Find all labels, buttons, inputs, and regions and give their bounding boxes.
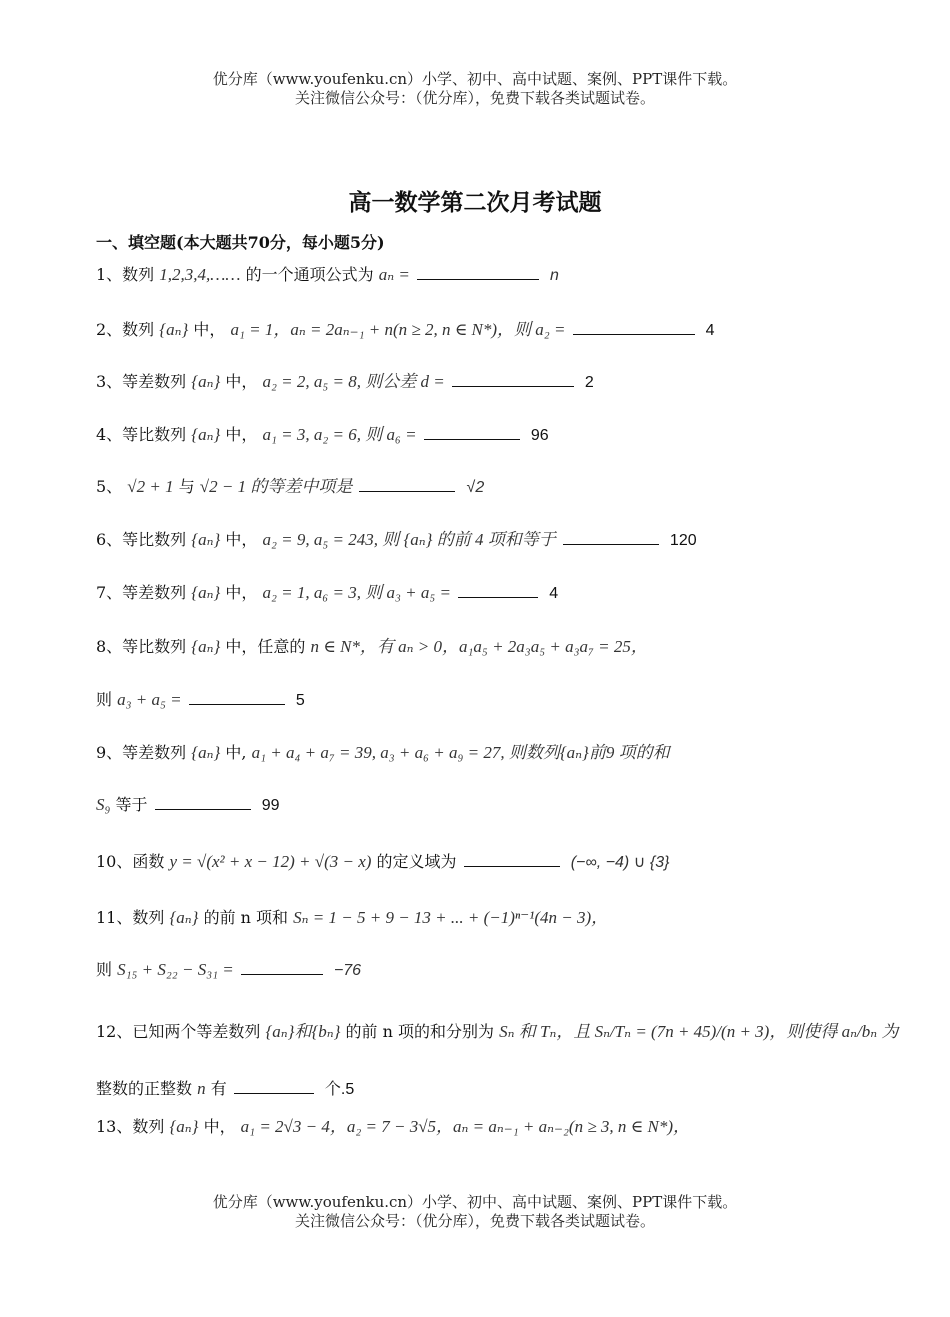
question-13: 13、数列 {aₙ} 中， a₁ = 2√3 − 4，a₂ = 7 − 3√5，aₙ = aₙ₋₁ + aₙ₋₂(n ≥ 3, n ∈ N*)， <box>96 1117 690 1136</box>
answer: n <box>550 267 559 284</box>
footer-line-2: 关注微信公众号：（优分库），免费下载各类试题试卷。 <box>294 1212 655 1230</box>
section-heading: 一、填空题(本大题共70分，每小题5分) <box>96 233 385 252</box>
answer-blank <box>241 973 323 975</box>
question-5: 5、 √2 + 1 与 √2 − 1 的等差中项是 √2 <box>96 477 485 496</box>
question-9: 9、等差数列 {aₙ} 中, a₁ + a₄ + a₇ = 39, a₃ + a₆ + a₉ = 27, 则数列{aₙ}前9 项的和 <box>96 743 670 762</box>
question-12-continued: 整数的正整数 n 有 个.5 <box>96 1079 355 1098</box>
question-11-continued: 则 S₁₅ + S₂₂ − S₃₁ = −76 <box>96 960 362 979</box>
answer: 个.5 <box>324 1081 355 1098</box>
question-9-continued: S₉ 等于 99 <box>96 795 280 814</box>
answer: 4 <box>549 585 559 602</box>
page-header <box>0 70 950 108</box>
question-2: 2、数列 {aₙ} 中， a₁ = 1，aₙ = 2aₙ₋₁ + n(n ≥ 2, n ∈ N*)，则 a₂ = 4 <box>96 320 715 339</box>
answer: 96 <box>530 427 549 444</box>
answer-blank <box>563 543 659 545</box>
answer: √2 <box>466 479 485 496</box>
question-8: 8、等比数列 {aₙ} 中，任意的 n ∈ N*，有 aₙ > 0，a₁a₅ + 2a₃a₅ + a₃a₇ = 25， <box>96 637 648 656</box>
answer: −76 <box>333 962 362 979</box>
answer-blank <box>155 808 251 810</box>
question-10: 10、函数 y = √(x² + x − 12) + √(3 − x) 的定义域为 (−∞, −4) ∪ {3} <box>96 852 670 871</box>
answer: 99 <box>261 797 280 814</box>
page-title: 高一数学第二次月考试题 <box>348 190 602 216</box>
answer-blank <box>417 278 539 280</box>
answer-blank <box>573 333 695 335</box>
answer: (−∞, −4) ∪ {3} <box>570 854 670 871</box>
answer-blank <box>452 385 574 387</box>
header-line-2: 关注微信公众号：（优分库），免费下载各类试题试卷。 <box>294 89 655 107</box>
answer: 120 <box>669 532 697 549</box>
answer: 4 <box>705 322 715 339</box>
question-1: 1、数列 1,2,3,4,…… 的一个通项公式为 aₙ = n <box>96 265 559 284</box>
page-footer <box>0 1193 950 1231</box>
answer-blank <box>424 438 520 440</box>
footer-line-1: 优分库（www.youfenku.cn）小学、初中、高中试题、案例、PPT课件下载。 <box>212 1193 738 1211</box>
answer-blank <box>458 596 538 598</box>
question-7: 7、等差数列 {aₙ} 中， a₂ = 1, a₆ = 3, 则 a₃ + a₅ = 4 <box>96 583 559 602</box>
answer: 5 <box>295 692 305 709</box>
question-6: 6、等比数列 {aₙ} 中， a₂ = 9, a₅ = 243, 则 {aₙ} 的前 4 项和等于 120 <box>96 530 697 549</box>
question-11: 11、数列 {aₙ} 的前 n 项和 Sₙ = 1 − 5 + 9 − 13 + ... + (−1)ⁿ⁻¹(4n − 3)， <box>96 908 609 927</box>
question-3: 3、等差数列 {aₙ} 中， a₂ = 2, a₅ = 8, 则公差 d = 2 <box>96 372 594 391</box>
answer-blank <box>464 865 560 867</box>
answer-blank <box>359 490 455 492</box>
question-4: 4、等比数列 {aₙ} 中， a₁ = 3, a₂ = 6, 则 a₆ = 96 <box>96 425 549 444</box>
question-8-continued: 则 a₃ + a₅ = 5 <box>96 690 305 709</box>
header-line-1: 优分库（www.youfenku.cn）小学、初中、高中试题、案例、PPT课件下载。 <box>212 70 738 88</box>
answer: 2 <box>584 374 594 391</box>
answer-blank <box>234 1092 314 1094</box>
answer-blank <box>189 703 285 705</box>
question-12: 12、已知两个等差数列 {aₙ}和{bₙ} 的前 n 项的和分别为 Sₙ 和 Tₙ，且 Sₙ/Tₙ = (7n + 45)/(n + 3)，则使得 aₙ/bₙ 为 <box>96 1022 899 1041</box>
